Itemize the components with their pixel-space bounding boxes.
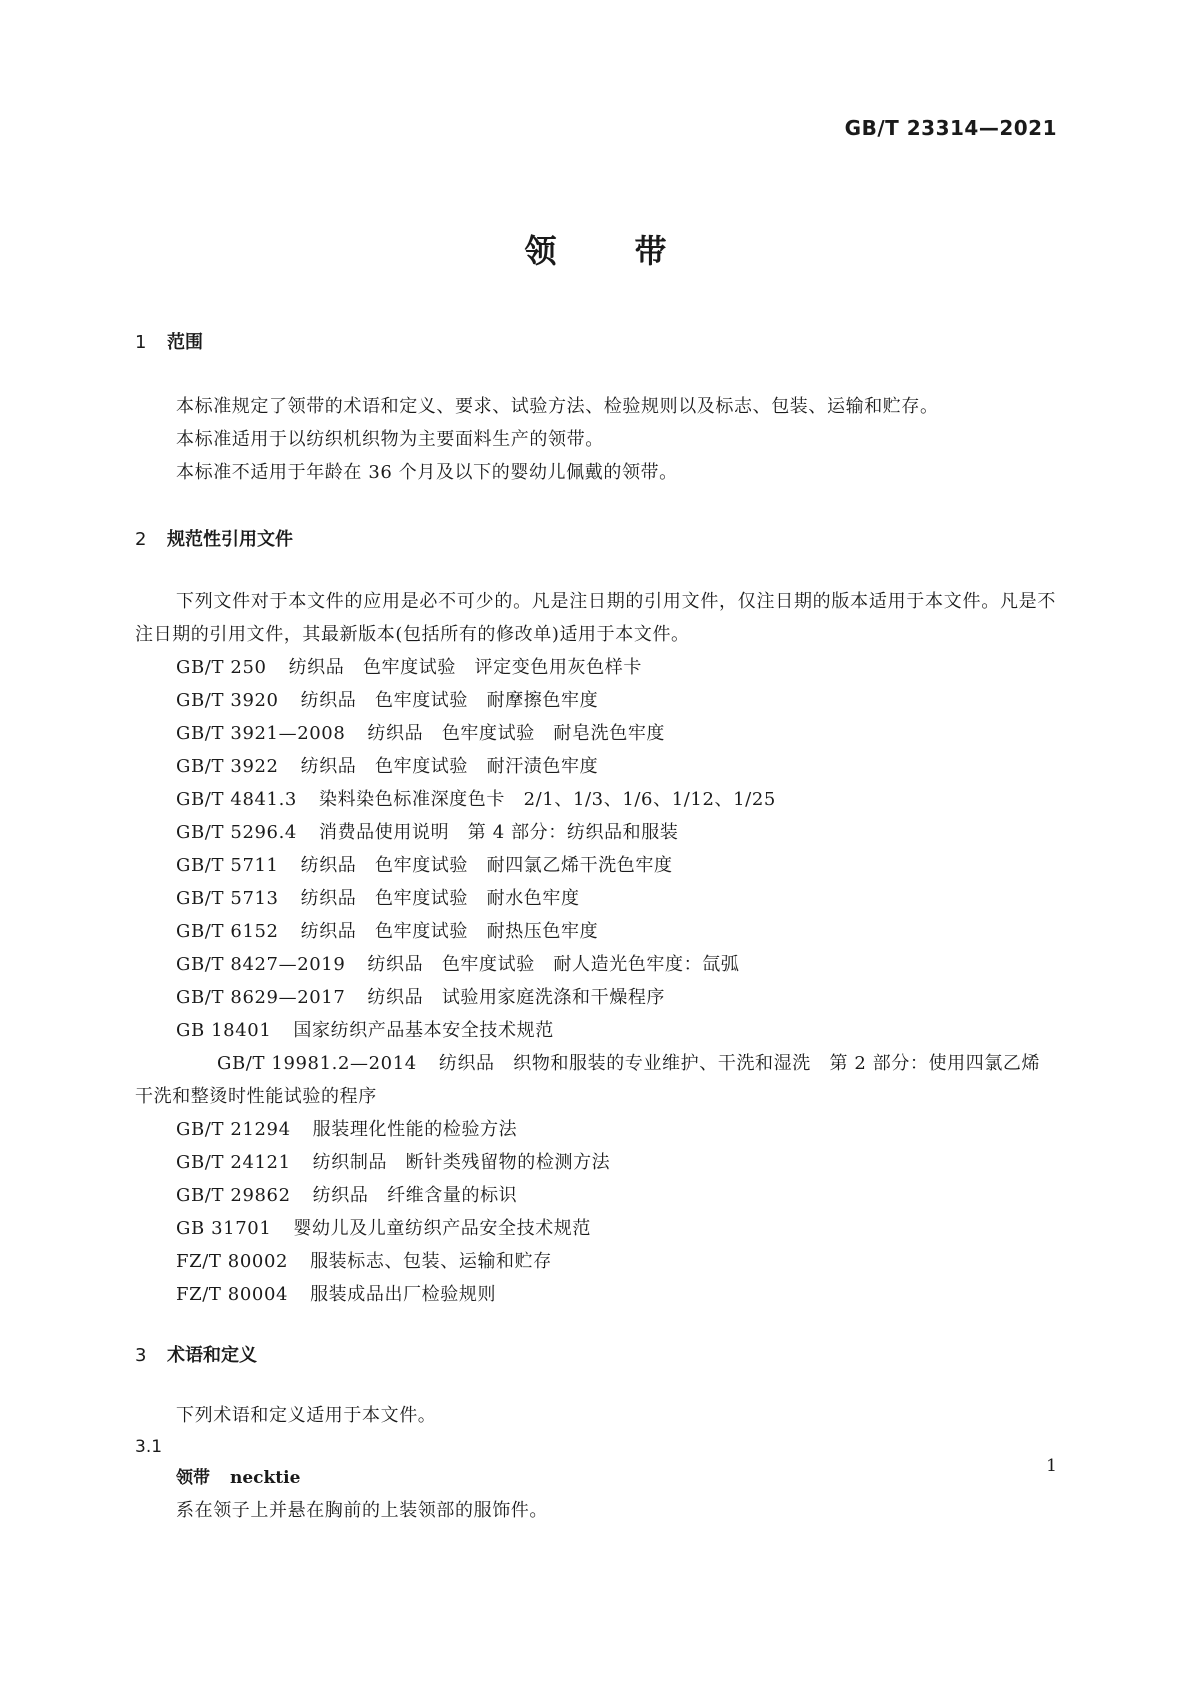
reference-item	[135, 1047, 1056, 1113]
reference-title: 纺织品 色牢度试验 耐热压色牢度	[300, 921, 599, 942]
reference-title: 纺织品 色牢度试验 耐四氯乙烯干洗色牢度	[300, 855, 673, 876]
reference-title: 纺织品 色牢度试验 耐人造光色牢度：氙弧	[367, 954, 740, 975]
reference-title: 服装理化性能的检验方法	[312, 1119, 518, 1140]
reference-title: 消费品使用说明 第 4 部分：纺织品和服装	[318, 822, 679, 843]
reference-code: FZ/T 80004	[176, 1284, 289, 1305]
section-2-intro: 下列文件对于本文件的应用是必不可少的。凡是注日期的引用文件，仅注日期的版本适用于本文件。凡是不注日期的引用文件，其最新版本(包括所有的修改单)适用于本文件。	[135, 591, 1056, 645]
reference-item	[135, 1278, 1056, 1311]
reference-code: GB/T 19981.2—2014	[217, 1053, 417, 1074]
reference-item	[135, 816, 1056, 849]
reference-code: GB/T 4841.3	[176, 789, 297, 810]
reference-code: GB/T 5713	[176, 888, 279, 909]
reference-title: 服装标志、包装、运输和贮存	[310, 1251, 552, 1272]
reference-title: 纺织品 色牢度试验 耐水色牢度	[300, 888, 580, 909]
reference-code: GB/T 5296.4	[176, 822, 297, 843]
reference-title: 纺织品 色牢度试验 评定变色用灰色样卡	[288, 657, 642, 678]
reference-item	[135, 717, 1056, 750]
reference-title: 国家纺织产品基本安全技术规范	[293, 1020, 554, 1041]
paragraph: 本标准适用于以纺织机织物为主要面料生产的领带。	[176, 429, 604, 450]
reference-code: GB/T 3921—2008	[176, 723, 346, 744]
reference-title: 纺织品 纤维含量的标识	[312, 1185, 518, 1206]
reference-item	[135, 750, 1056, 783]
reference-code: GB/T 5711	[176, 855, 279, 876]
paragraph: 本标准规定了领带的术语和定义、要求、试验方法、检验规则以及标志、包装、运输和贮存。	[176, 396, 939, 417]
section-3-intro: 下列术语和定义适用于本文件。	[176, 1405, 437, 1426]
reference-item	[135, 1146, 1056, 1179]
reference-item	[135, 651, 1056, 684]
section-title: 术语和定义	[167, 1345, 257, 1366]
reference-item	[135, 1014, 1056, 1047]
standard-number: GB/T 23314—2021	[844, 116, 1057, 140]
document-title: 领带	[524, 232, 745, 270]
reference-code: FZ/T 80002	[176, 1251, 289, 1272]
reference-item	[135, 882, 1056, 915]
reference-item	[135, 1113, 1056, 1146]
section-2-heading	[135, 527, 1056, 553]
section-3-heading	[135, 1343, 1056, 1369]
normative-reference-list	[135, 651, 1056, 1311]
page-number: 1	[1046, 1456, 1057, 1476]
section-number: 1	[135, 332, 147, 353]
reference-item	[135, 849, 1056, 882]
reference-code: GB/T 29862	[176, 1185, 291, 1206]
reference-item	[135, 981, 1056, 1014]
reference-title: 纺织品 色牢度试验 耐摩擦色牢度	[300, 690, 599, 711]
reference-code: GB/T 250	[176, 657, 267, 678]
reference-title: 纺织品 织物和服装的专业维护、干洗和湿洗 第 2 部分：使用四氯乙烯干洗和整烫时性能试验的程序	[135, 1053, 1041, 1107]
reference-title: 服装成品出厂检验规则	[310, 1284, 497, 1305]
reference-item	[135, 1179, 1056, 1212]
reference-title: 纺织品 试验用家庭洗涤和干燥程序	[367, 987, 666, 1008]
reference-code: GB 18401	[176, 1020, 272, 1041]
reference-code: GB/T 3922	[176, 756, 279, 777]
reference-code: GB/T 24121	[176, 1152, 291, 1173]
reference-title: 纺织制品 断针类残留物的检测方法	[312, 1152, 611, 1173]
reference-code: GB 31701	[176, 1218, 272, 1239]
reference-item	[135, 1212, 1056, 1245]
term-definition: 系在领子上并悬在胸前的上装领部的服饰件。	[176, 1500, 548, 1521]
section-number: 2	[135, 529, 147, 550]
term-chinese: 领带	[176, 1468, 210, 1488]
reference-code: GB/T 21294	[176, 1119, 291, 1140]
section-1-heading	[135, 330, 1056, 356]
reference-title: 纺织品 色牢度试验 耐汗渍色牢度	[300, 756, 599, 777]
reference-item	[135, 948, 1056, 981]
section-number: 3	[135, 1345, 147, 1366]
reference-item	[135, 915, 1056, 948]
reference-title: 染料染色标准深度色卡 2/1、1/3、1/6、1/12、1/25	[318, 789, 776, 810]
reference-title: 纺织品 色牢度试验 耐皂洗色牢度	[367, 723, 666, 744]
term-english: necktie	[230, 1468, 301, 1488]
reference-item	[135, 783, 1056, 816]
reference-title: 婴幼儿及儿童纺织产品安全技术规范	[293, 1218, 591, 1239]
reference-item	[135, 1245, 1056, 1278]
reference-code: GB/T 8427—2019	[176, 954, 346, 975]
document-body	[135, 330, 1056, 1527]
reference-item	[135, 684, 1056, 717]
reference-code: GB/T 6152	[176, 921, 279, 942]
term-entry	[135, 1462, 1056, 1494]
clause-number: 3.1	[135, 1437, 163, 1457]
section-title: 范围	[167, 332, 203, 353]
section-title: 规范性引用文件	[167, 529, 293, 550]
paragraph: 本标准不适用于年龄在 36 个月及以下的婴幼儿佩戴的领带。	[176, 462, 678, 483]
reference-code: GB/T 3920	[176, 690, 279, 711]
reference-code: GB/T 8629—2017	[176, 987, 346, 1008]
